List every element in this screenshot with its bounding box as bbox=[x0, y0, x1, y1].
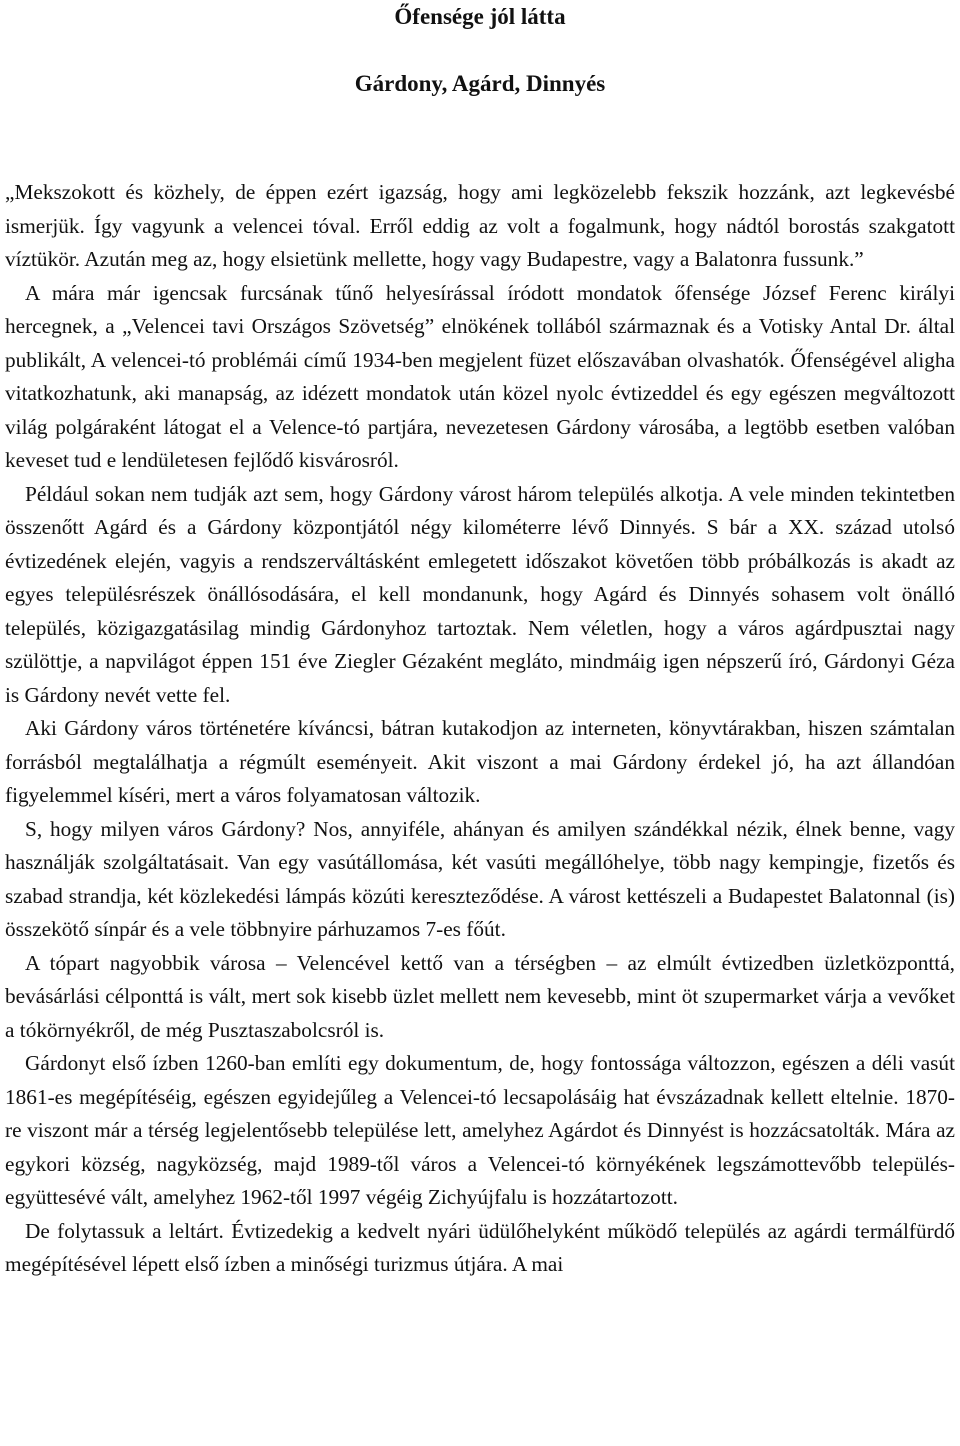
paragraph-quote: „Mekszokott és közhely, de éppen ezért igazság, hogy ami legközelebb fekszik hozzánk, azt legkevésbé ismerjük. Így vagyunk a velencei tóval. Erről eddig az volt a fogalmunk, hogy nádtól borostás szakgatott víztükör. Azután meg az, hogy elsietünk mellette, hogy vagy Budapestre, vagy a Balatonra fussunk.” bbox=[5, 180, 955, 271]
paragraph: Például sokan nem tudják azt sem, hogy Gárdony várost három település alkotja. A vele minden tekintetben összenőtt Agárd és a Gárdony központjától négy kilométerre lévő Dinnyés. S bár a XX. század utolsó évtizedének elején, vagyis a rendszerváltásként emlegetett időszakot követően több próbálkozás is akadt az egyes településrészek önállósodására, el kell mondanunk, hogy Agárd és Dinnyés sohasem volt önálló település, közigazgatásilag mindig Gárdonyhoz tartoztak. Nem véletlen, hogy a város agárdpusztai nagy szülöttje, a napvilágot éppen 151 éve Ziegler Gézaként megláto, mindmáig igen népszerű író, Gárdonyi Géza is Gárdony nevét vette fel. bbox=[5, 481, 955, 707]
paragraph: Aki Gárdony város történetére kíváncsi, bátran kutakodjon az interneten, könyvtárakban, hiszen számtalan forrásból megtalálhatja a régmúlt eseményeit. Akit viszont a mai Gárdony érdekel jó, ha azt állandóan figyelemmel kíséri, mert a város folyamatosan változik. bbox=[5, 716, 955, 807]
paragraph: Gárdonyt első ízben 1260-ban említi egy dokumentum, de, hogy fontossága változzon, egészen a déli vasút 1861-es megépítéséig, egészen egyidejűleg a Velencei-tó lecsapolásáig hat évszázadnak kellett eltelnie. 1870-re viszont már a térség legjelentősebb települése lett, amelyhez Agárdot és Dinnyést is hozzácsatolták. Mára az egykori község, nagyközség, majd 1989-től város a Velencei-tó környékének legszámottevőbb település-együttesévé vált, amelyhez 1962-től 1997 végéig Zichyújfalu is hozzátartozott. bbox=[5, 1051, 955, 1209]
paragraph: S, hogy milyen város Gárdony? Nos, annyiféle, ahányan és amilyen szándékkal nézik, élnek benne, vagy használják szolgáltatásait. Van egy vasútállomása, két vasúti megállóhelye, több nagy kempingje, fizetős és szabad strandja, két közlekedési lámpás közúti kereszteződése. A várost kettészeli a Budapestet Balatonnal (is) összekötő sínpár és a vele többnyire párhuzamos 7-es főút. bbox=[5, 816, 955, 941]
page-subtitle: Gárdony, Agárd, Dinnyés bbox=[354, 71, 606, 96]
article-body bbox=[5, 176, 955, 1282]
page-title: Őfensége jól látta bbox=[394, 4, 566, 29]
paragraph: A tópart nagyobbik városa – Velencével kettő van a térségben – az elmúlt évtizedben üzletközponttá, bevásárlási célponttá is vált, mert sok kisebb üzlet mellett nem kevesebb, mint öt szupermarket várja a vevőket a tókörnyékről, de még Pusztaszabolcsról is. bbox=[5, 950, 955, 1042]
paragraph: A mára már igencsak furcsának tűnő helyesírással íródott mondatok őfensége József Ferenc királyi hercegnek, a „Velencei tavi Országos Szövetség” elnökének tollából származnak és a Votisky Antal Dr. által publikált, A velencei-tó problémái című 1934-ben megjelent füzet előszavában olvashatók. Őfenségével aligha vitatkozhatunk, aki manapság, az idézett mondatok után közel nyolc évtizeddel és egy egészen megváltozott világ polgáraként látogat el a Velence-tó partjára, nevezetesen Gárdony városába, a legtöbb esetben valóban keveset tud e lendületesen fejlődő kisvárosról. bbox=[5, 280, 955, 472]
paragraph: De folytassuk a leltárt. Évtizedekig a kedvelt nyári üdülőhelyként működő település az agárdi termálfürdő megépítésével lépett első ízben a minőségi turizmus útjára. A mai bbox=[5, 1218, 955, 1276]
